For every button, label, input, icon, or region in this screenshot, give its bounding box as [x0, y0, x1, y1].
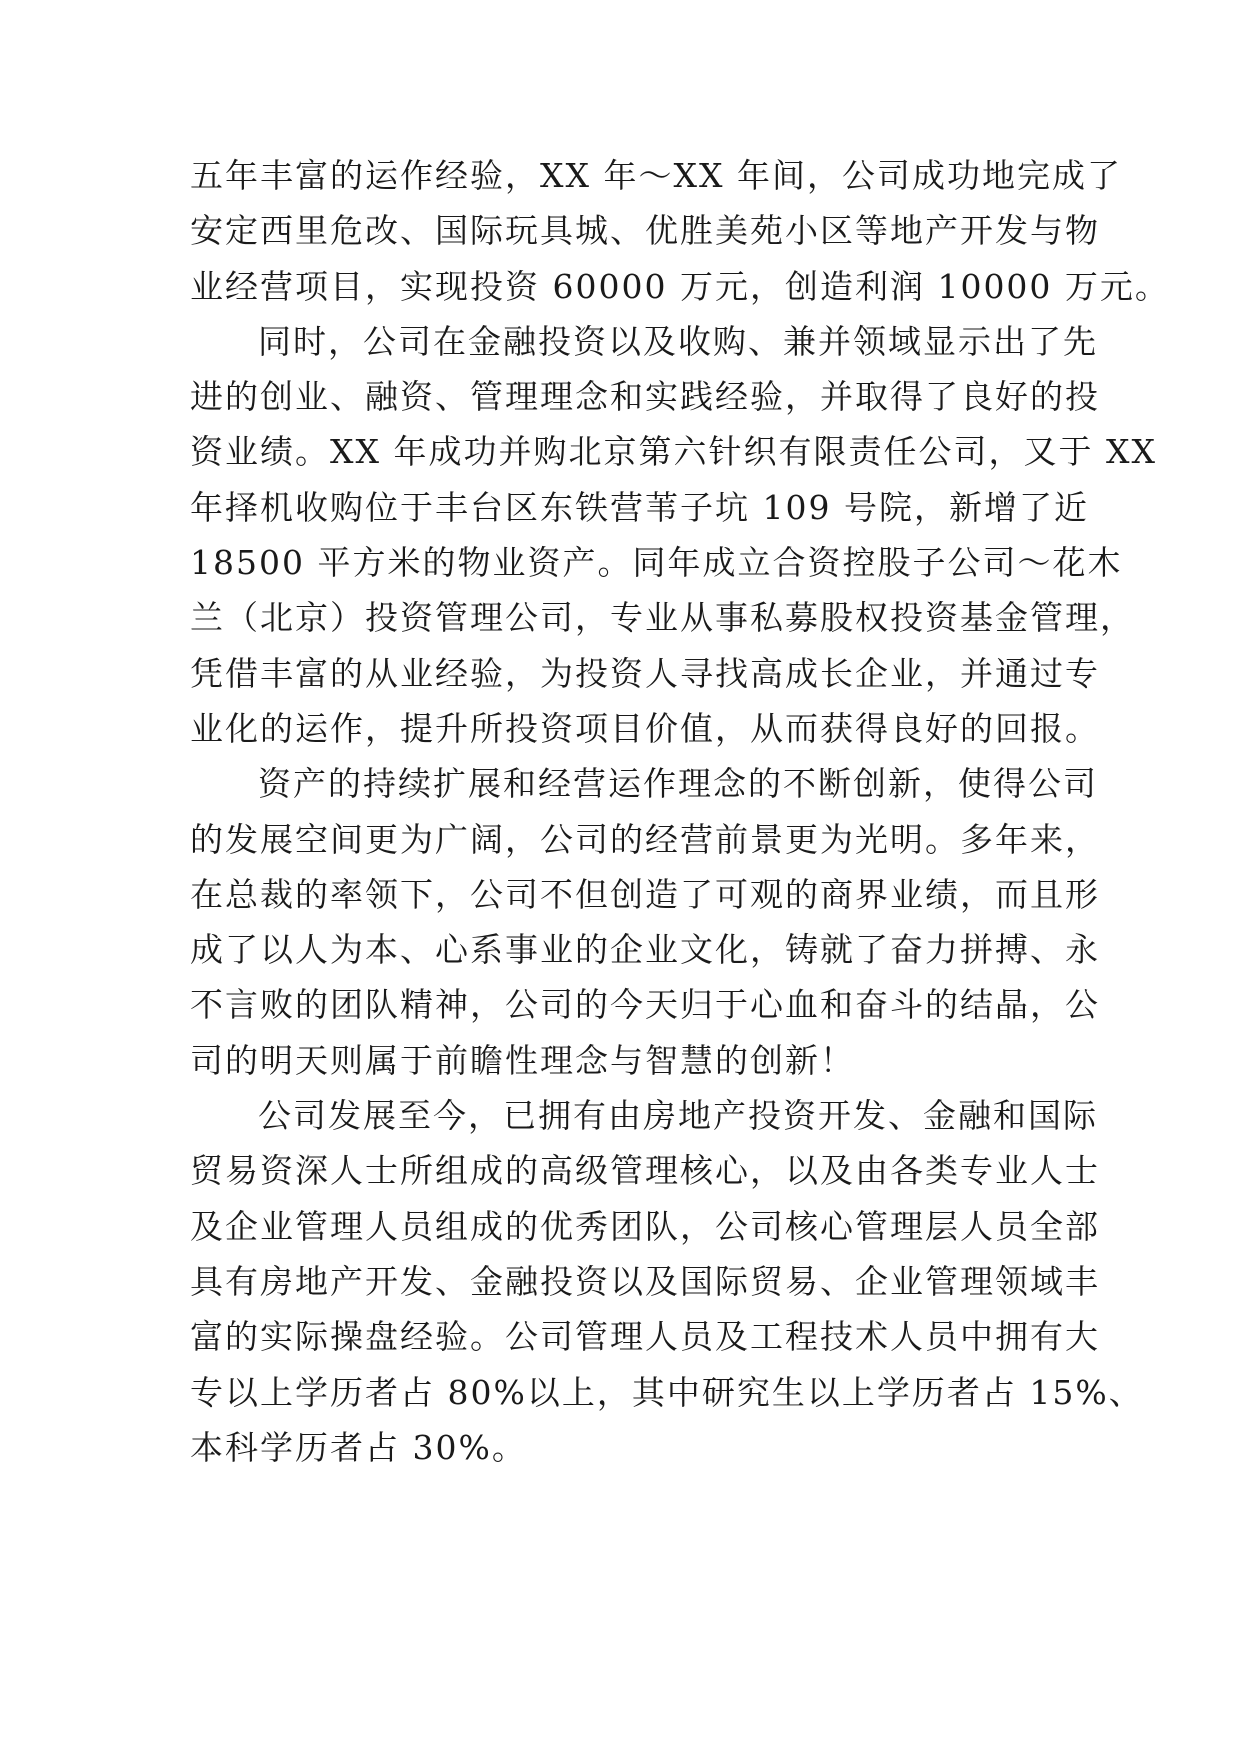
text-line: 18500 平方米的物业资产。同年成立合资控股子公司～花木	[190, 543, 1123, 583]
text-line: 的发展空间更为广阔，公司的经营前景更为光明。多年来，	[190, 819, 1100, 859]
text-line: 五年丰富的运作经验，XX 年～XX 年间，公司成功地完成了	[190, 156, 1122, 195]
text-line: 贸易资深人士所组成的高级管理核心，以及由各类专业人士	[190, 1151, 1100, 1191]
text-line: 安定西里危改、国际玩具城、优胜美苑小区等地产开发与物	[190, 211, 1100, 251]
document-body	[190, 148, 1170, 1475]
text-line: 具有房地产开发、金融投资以及国际贸易、企业管理领域丰	[190, 1261, 1100, 1301]
text-line: 及企业管理人员组成的优秀团队，公司核心管理层人员全部	[190, 1206, 1100, 1246]
paragraph-4	[190, 1088, 1144, 1475]
text-line: 不言败的团队精神，公司的今天归于心血和奋斗的结晶，公	[190, 985, 1100, 1025]
text-line: 富的实际操盘经验。公司管理人员及工程技术人员中拥有大	[190, 1317, 1100, 1357]
text-line: 同时，公司在金融投资以及收购、兼并领域显示出了先	[258, 321, 1098, 361]
paragraph-1	[190, 148, 1170, 314]
text-line: 兰（北京）投资管理公司，专业从事私募股权投资基金管理，	[190, 598, 1135, 638]
paragraph-3	[190, 756, 1100, 1088]
text-line: 司的明天则属于前瞻性理念与智慧的创新！	[190, 1040, 855, 1080]
text-line: 业化的运作，提升所投资项目价值，从而获得良好的回报。	[190, 708, 1100, 748]
paragraph-2	[190, 314, 1157, 756]
text-line: 在总裁的率领下，公司不但创造了可观的商界业绩，而且形	[190, 874, 1100, 914]
text-line: 业经营项目，实现投资 60000 万元，创造利润 10000 万元。	[190, 266, 1170, 306]
text-line: 成了以人为本、心系事业的企业文化，铸就了奋力拼搏、永	[190, 930, 1100, 970]
text-line: 本科学历者占 30%。	[190, 1427, 527, 1467]
text-line: 进的创业、融资、管理理念和实践经验，并取得了良好的投	[190, 377, 1100, 417]
text-line: 公司发展至今，已拥有由房地产投资开发、金融和国际	[258, 1096, 1098, 1136]
text-line: 年择机收购位于丰台区东铁营苇子坑 109 号院，新增了近	[190, 487, 1089, 527]
text-line: 专以上学历者占 80%以上，其中研究生以上学历者占 15%、	[190, 1372, 1144, 1412]
text-line: 资产的持续扩展和经营运作理念的不断创新，使得公司	[258, 764, 1098, 804]
text-line: 凭借丰富的从业经验，为投资人寻找高成长企业，并通过专	[190, 653, 1100, 693]
text-line: 资业绩。XX 年成功并购北京第六针织有限责任公司，又于 XX	[190, 432, 1157, 472]
